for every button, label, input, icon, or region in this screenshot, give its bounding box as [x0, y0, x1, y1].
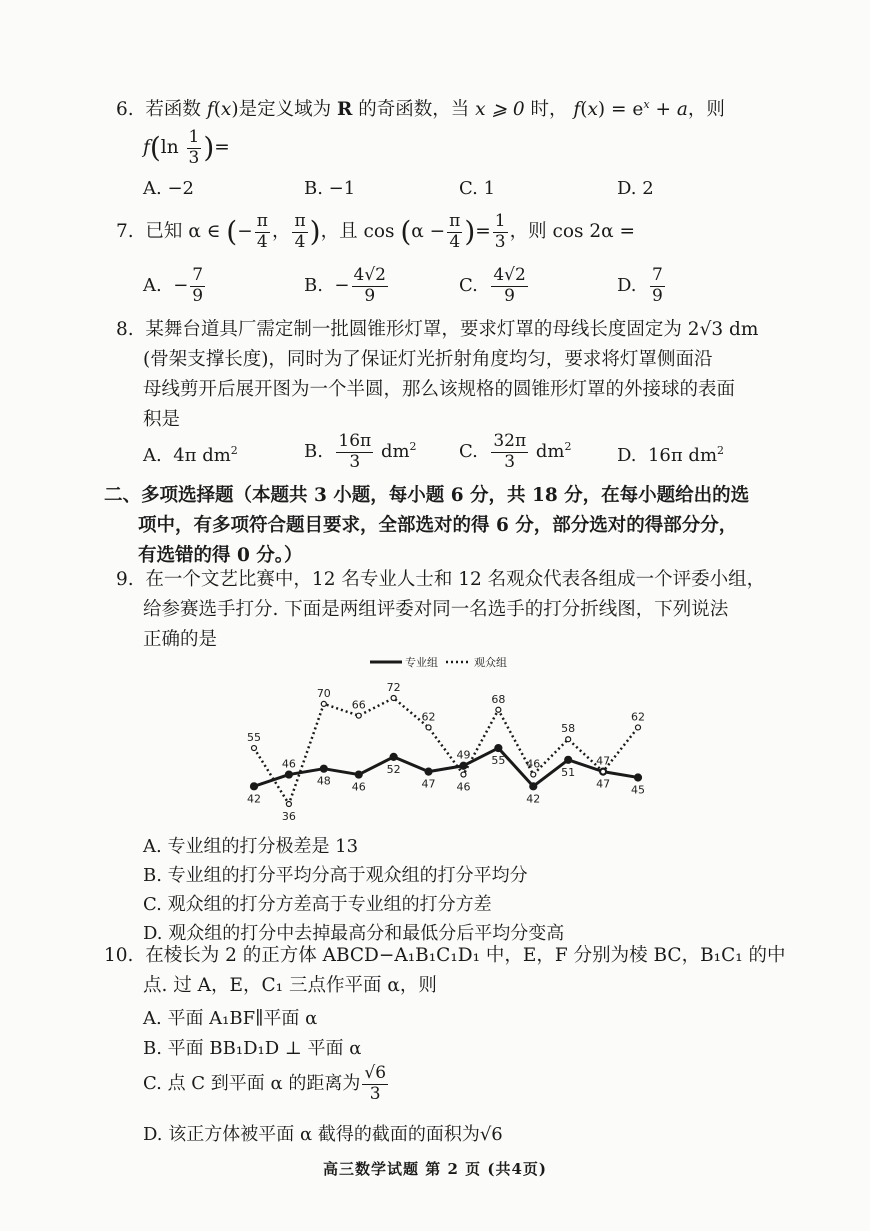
q6-option-d: D. 2	[617, 178, 654, 199]
q9-line-3: 正确的是	[143, 629, 218, 650]
point-audience-12	[636, 725, 641, 730]
q8-option-c: C. $\frac{32\pi}{3}$ $dm^2$	[459, 431, 572, 472]
q8-line-1: 8. 某舞台道具厂需定制一批圆锥形灯罩，要求灯罩的母线长度固定为 2√3 dm	[116, 319, 759, 340]
q8-option-b: B. $\frac{16\pi}{3}$ $dm^2$	[304, 431, 417, 472]
legend-label-audience: 观众组	[474, 656, 507, 669]
q10-option-b: B. 平面 BB₁D₁D ⊥ 平面 α	[143, 1038, 362, 1059]
q6-option-b: B. −1	[304, 178, 356, 199]
q9-line-1: 9. 在一个文艺比赛中，12 名专业人士和 12 名观众代表各组成一个评委小组，	[116, 569, 766, 590]
point-audience-9	[531, 772, 536, 777]
q8-option-a: A. 4π $dm^2$	[143, 444, 238, 466]
point-audience-10	[566, 737, 571, 742]
label-audience-4: 66	[351, 698, 366, 712]
label-audience-9: 46	[526, 757, 541, 771]
point-audience-1	[252, 746, 257, 751]
q8-line-3: 母线剪开后展开图为一个半圆，那么该规格的圆锥形灯罩的外接球的表面	[143, 379, 736, 400]
q10-line-2: 点. 过 A，E，C₁ 三点作平面 α，则	[143, 975, 437, 996]
label-audience-5: 72	[386, 681, 401, 694]
page-footer: 高三数学试题 第 2 页 (共4页)	[323, 1160, 547, 1178]
label-audience-8: 68	[491, 692, 506, 706]
label-audience-7: 46	[456, 780, 471, 794]
label-audience-1: 55	[247, 731, 261, 745]
chart-legend	[370, 655, 507, 669]
label-pro-8: 55	[491, 754, 506, 768]
label-pro-9: 42	[526, 792, 541, 806]
section2-line-2: 项中，有多项符合题目要求，全部选对的得 6 分，部分选对的得部分分，	[138, 515, 738, 536]
q9-line-2: 给参赛选手打分. 下面是两组评委对同一名选手的打分折线图，下列说法	[143, 599, 729, 620]
label-audience-2: 36	[281, 810, 296, 823]
point-pro-3	[320, 765, 327, 772]
q7-option-d: D. $\frac{7}{9}$	[617, 265, 663, 306]
q9-option-a: A. 专业组的打分极差是 13	[143, 836, 359, 857]
q9-option-d: D. 观众组的打分中去掉最高分和最低分后平均分变高	[143, 923, 565, 944]
q6-stem: 6. 若函数 f(x)是定义域为 R 的奇函数，当 x ⩾ 0 时， $f(x) = e^x + a$，则	[116, 98, 725, 121]
legend-label-pro: 专业组	[405, 656, 438, 669]
q8-option-d: D. 16π $dm^2$	[617, 444, 725, 466]
q10-option-c: C. 点 C 到平面 α 的距离为 $\frac{√6}{3}$	[143, 1063, 387, 1104]
section2-line-1: 二、多项选择题（本题共 3 小题，每小题 6 分，共 18 分，在每小题给出的选	[104, 485, 750, 506]
label-audience-6: 62	[421, 710, 436, 724]
label-pro-2: 46	[281, 757, 296, 771]
q6-option-a: A. −2	[143, 178, 194, 199]
point-audience-8	[496, 707, 501, 712]
label-pro-7: 49	[456, 748, 471, 762]
label-pro-5: 52	[386, 762, 401, 776]
label-pro-6: 47	[421, 777, 436, 791]
point-pro-7	[460, 762, 467, 769]
point-pro-2	[285, 771, 292, 778]
q10-option-d: D. 该正方体被平面 α 截得的截面的面积为√6	[143, 1124, 503, 1145]
label-pro-1: 42	[247, 792, 261, 806]
q9-option-b: B. 专业组的打分平均分高于观众组的打分平均分	[143, 865, 528, 886]
point-audience-7	[461, 772, 466, 777]
point-audience-2	[286, 802, 291, 807]
point-pro-10	[565, 756, 572, 763]
label-pro-11: 47	[596, 754, 611, 768]
section2-line-3: 有选错的得 0 分。）	[138, 545, 303, 566]
label-pro-12: 45	[631, 783, 645, 797]
q8-line-2: (骨架支撑长度)，同时为了保证灯光折射角度均匀，要求将灯罩侧面沿	[143, 349, 713, 370]
label-audience-10: 58	[561, 722, 576, 736]
q10-line-1: 10. 在棱长为 2 的正方体 ABCD−A₁B₁C₁D₁ 中，E，F 分别为棱 BC，B₁C₁ 的中	[104, 945, 786, 966]
label-pro-10: 51	[561, 765, 576, 779]
point-pro-12	[635, 774, 642, 781]
q6-expression: f(ln $\frac{1}{3}$ )=	[143, 127, 230, 168]
point-pro-1	[251, 783, 258, 790]
q8-line-4: 积是	[143, 409, 181, 430]
point-audience-4	[356, 713, 361, 718]
q10-option-a: A. 平面 A₁BF∥平面 α	[143, 1008, 318, 1029]
q7-option-c: C. $\frac{4√2}{9}$	[459, 265, 526, 306]
q7-stem: 7. 已知 α ∈ (− $\frac{\pi}{4}$ ， $\frac{\pi}{4}$ )，且 cos (α − $\frac{\pi}{4}$ )= $\frac{1}{3}$ ，则 cos 2α =	[116, 211, 636, 252]
point-audience-5	[391, 696, 396, 701]
label-audience-12: 62	[631, 710, 645, 724]
point-audience-6	[426, 725, 431, 730]
q6-option-c: C. 1	[459, 178, 496, 199]
point-pro-6	[425, 768, 432, 775]
point-pro-5	[390, 753, 397, 760]
score-line-chart	[232, 648, 662, 828]
series-line-pro	[254, 748, 638, 786]
q7-option-b: B. − $\frac{4√2}{9}$	[304, 265, 386, 306]
q7-option-a: A. − $\frac{7}{9}$	[143, 265, 204, 306]
label-audience-3: 70	[316, 686, 331, 700]
label-pro-4: 46	[351, 780, 366, 794]
point-pro-4	[355, 771, 362, 778]
series-line-audience	[254, 698, 638, 804]
point-audience-11	[601, 769, 606, 774]
point-audience-3	[321, 701, 326, 706]
label-audience-11: 47	[596, 777, 611, 791]
point-pro-9	[530, 783, 537, 790]
point-pro-8	[495, 745, 502, 752]
label-pro-3: 48	[316, 774, 331, 788]
q9-option-c: C. 观众组的打分方差高于专业组的打分方差	[143, 894, 492, 915]
